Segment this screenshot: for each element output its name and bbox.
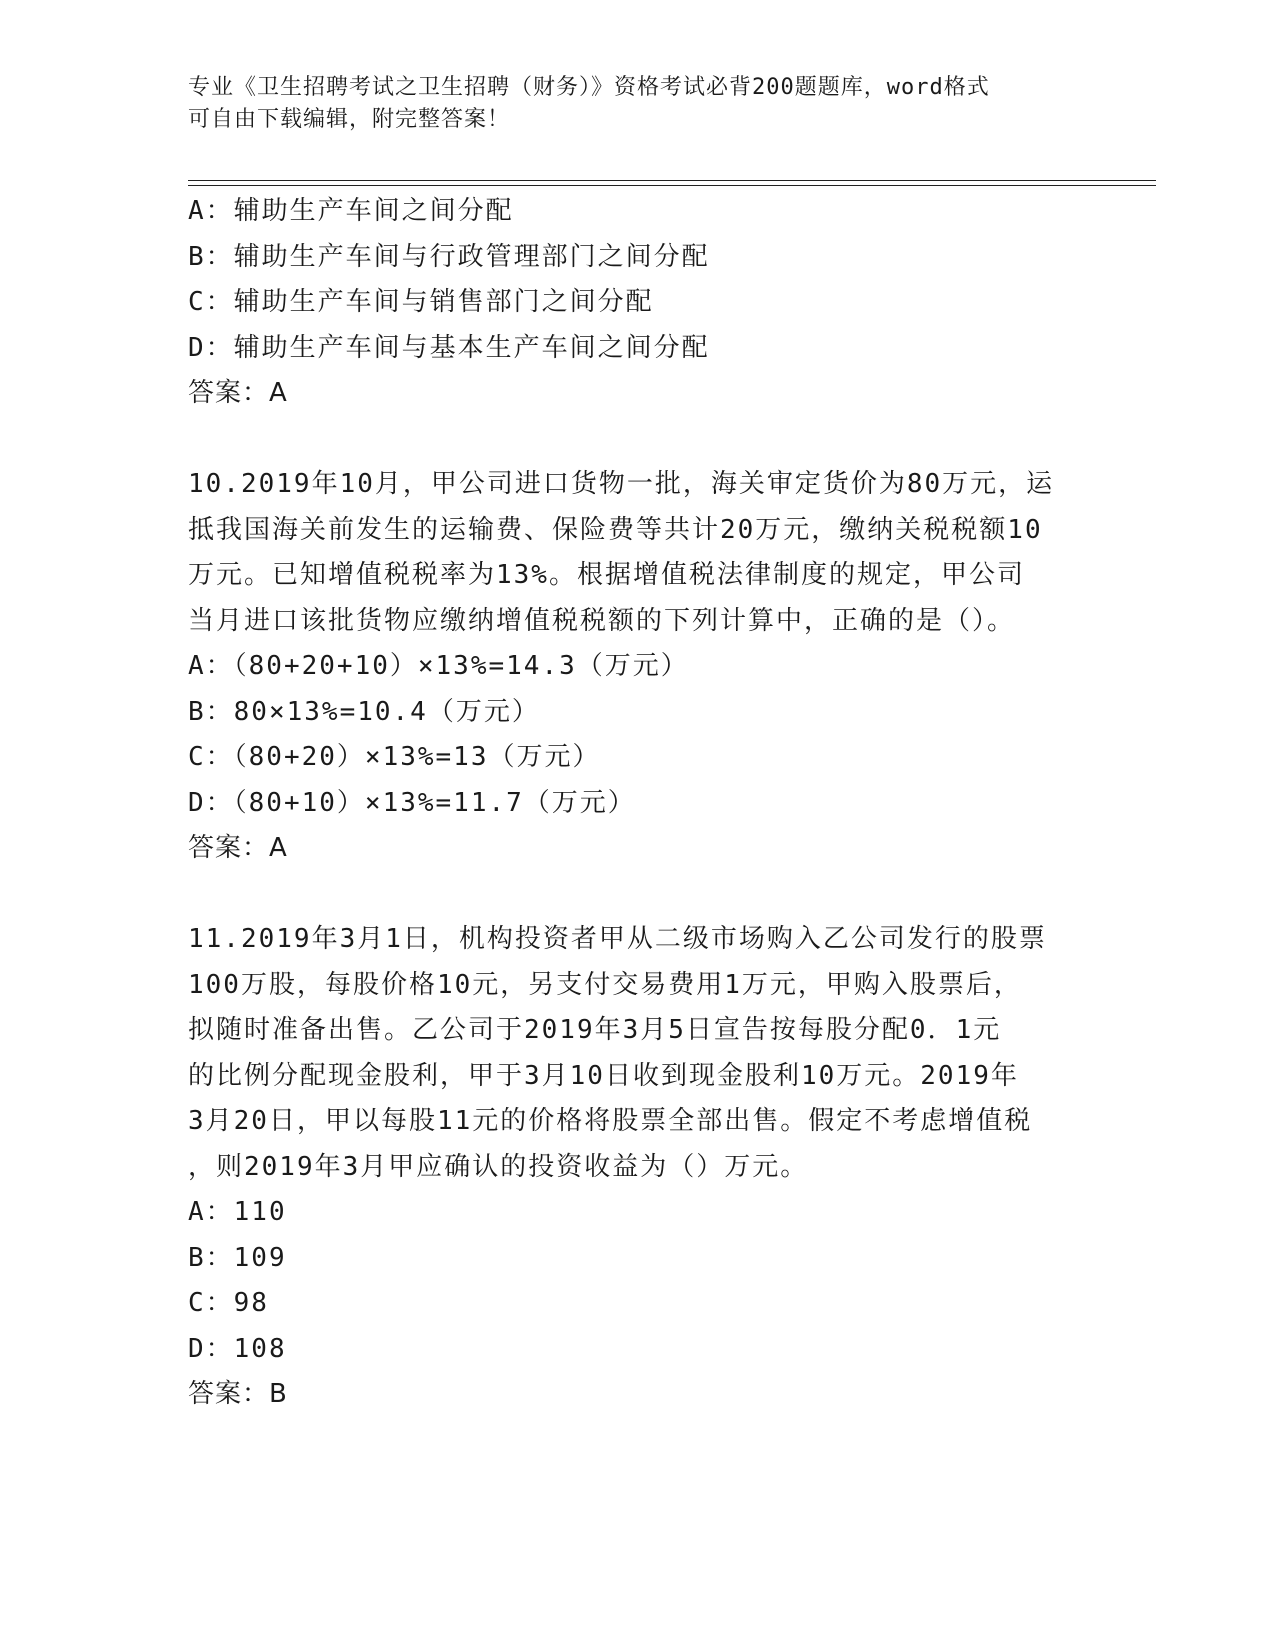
option-a: A：辅助生产车间之间分配: [188, 196, 514, 226]
question-stem-line: 当月进口该批货物应缴纳增值税税额的下列计算中，正确的是（）。: [188, 605, 1016, 636]
header-line-1: 专业《卫生招聘考试之卫生招聘（财务）》资格考试必背200题题库，word格式: [188, 75, 990, 100]
answer-line: 答案：B: [188, 1379, 288, 1409]
option-d: D：辅助生产车间与基本生产车间之间分配: [188, 332, 710, 363]
question-stem-line: 的比例分配现金股利，甲于3月10日收到现金股利10万元。2019年: [188, 1060, 1019, 1091]
spacer: [188, 417, 1088, 463]
answer-line: 答案：A: [188, 378, 288, 408]
option-b: B：辅助生产车间与行政管理部门之间分配: [188, 241, 710, 272]
question-content: [188, 189, 1088, 1418]
question-stem-line: 11.2019年3月1日，机构投资者甲从二级市场购入乙公司发行的股票: [188, 924, 1047, 954]
option-c: C：（80+20）×13%=13（万元）: [188, 742, 601, 772]
header-divider-bottom: [188, 185, 1156, 186]
question-stem-line: 抵我国海关前发生的运输费、保险费等共计20万元，缴纳关税税额10: [188, 514, 1043, 545]
question-stem-line: ，则2019年3月甲应确认的投资收益为（）万元。: [188, 1151, 809, 1182]
option-c: C：98: [188, 1288, 269, 1318]
option-a: A：110: [188, 1197, 287, 1227]
question-stem-line: 万元。已知增值税税率为13%。根据增值税法律制度的规定，甲公司: [188, 560, 1025, 590]
question-stem-line: 100万股，每股价格10元，另支付交易费用1万元，甲购入股票后，: [188, 969, 1022, 1000]
question-11-block: [188, 917, 1088, 1418]
option-d: D：108: [188, 1333, 287, 1364]
option-c: C：辅助生产车间与销售部门之间分配: [188, 287, 654, 317]
option-a: A：（80+20+10）×13%=14.3（万元）: [188, 651, 689, 681]
question-stem-line: 拟随时准备出售。乙公司于2019年3月5日宣告按每股分配0．1元: [188, 1015, 1002, 1045]
question-stem-line: 3月20日，甲以每股11元的价格将股票全部出售。假定不考虑增值税: [188, 1106, 1033, 1136]
option-b: B：80×13%=10.4（万元）: [188, 696, 540, 727]
document-header: [188, 72, 1088, 136]
header-divider-top: [188, 180, 1156, 181]
header-line-2: 可自由下载编辑，附完整答案！: [188, 107, 511, 132]
question-10-block: [188, 462, 1088, 872]
question-9-block: [188, 189, 1088, 417]
option-d: D：（80+10）×13%=11.7（万元）: [188, 787, 636, 818]
answer-line: 答案：A: [188, 833, 288, 863]
question-stem-line: 10.2019年10月，甲公司进口货物一批，海关审定货价为80万元，运: [188, 469, 1055, 499]
option-b: B：109: [188, 1242, 287, 1273]
spacer: [188, 872, 1088, 918]
